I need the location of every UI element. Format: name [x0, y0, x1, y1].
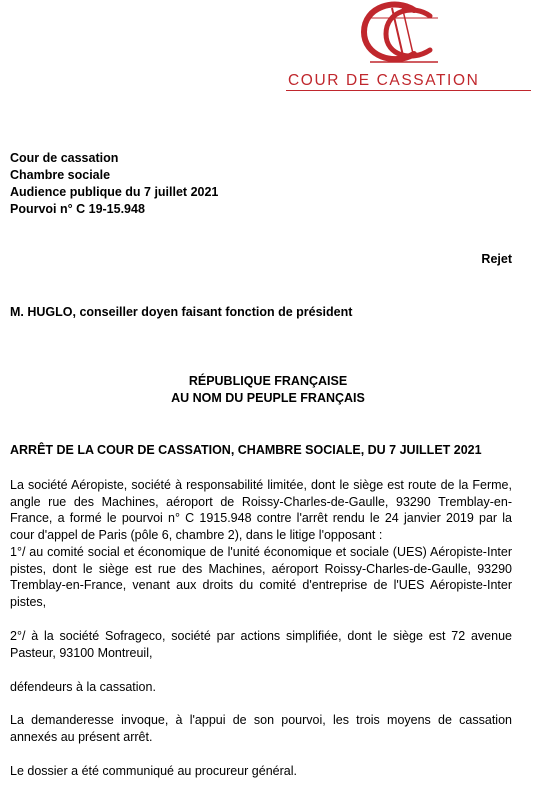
arret-title: ARRÊT DE LA COUR DE CASSATION, CHAMBRE SOCIALE, DU 7 JUILLET 2021 — [10, 443, 482, 457]
paragraph-intro-text: La société Aéropiste, société à responsabilité limitée, dont le siège est route de la Ferme, angle rue des Machines, aéroport de Roissy-Charles-de-Gaulle, 93290 Tremblay-en-France, a formé le pourvoi n° C 1915.948 contre l'arrêt rendu le 24 janvier 2019 par la cour d'appel de Paris (pôle 6, chambre 2), dans le litige l'opposant : — [10, 478, 512, 543]
case-header — [10, 150, 218, 218]
logo-rule — [286, 90, 531, 91]
court-emblem-icon — [356, 0, 446, 70]
paragraph-party-1: 1°/ au comité social et économique de l'unité économique et sociale (UES) Aéropiste-Inter pistes, dont le siège est rue des Machines, aéroport Roissy-Charles-de-Gaulle, 93290 Tremblay-en-France, venant aux droits du comité d'entreprise de l'UES Aéropiste-Inter pistes, — [10, 544, 512, 609]
chamber-name: Chambre sociale — [10, 168, 111, 182]
republic-heading — [0, 373, 536, 406]
republic-line-2: AU NOM DU PEUPLE FRANÇAIS — [171, 390, 365, 405]
paragraph-intro — [10, 477, 512, 611]
appeal-number: Pourvoi n° C 19-15.948 — [10, 202, 145, 216]
hearing-date: Audience publique du 7 juillet 2021 — [10, 185, 219, 199]
court-name: Cour de cassation — [10, 151, 119, 165]
logo-text: COUR DE CASSATION — [288, 72, 480, 89]
paragraph-party-2: 2°/ à la société Sofrageco, société par actions simplifiée, dont le siège est 72 avenue Pasteur, 93100 Montreuil, — [10, 629, 512, 660]
paragraph-defendants: défendeurs à la cassation. — [10, 680, 156, 694]
president-line: M. HUGLO, conseiller doyen faisant fonction de président — [10, 305, 353, 319]
paragraph-moyens: La demanderesse invoque, à l'appui de son pourvoi, les trois moyens de cassation annexés au présent arrêt. — [10, 713, 512, 744]
republic-line-1: RÉPUBLIQUE FRANÇAISE — [188, 374, 348, 388]
cour-de-cassation-logo — [286, 0, 536, 95]
decision-label: Rejet — [481, 252, 512, 266]
paragraph-dossier: Le dossier a été communiqué au procureur général. — [10, 764, 297, 778]
